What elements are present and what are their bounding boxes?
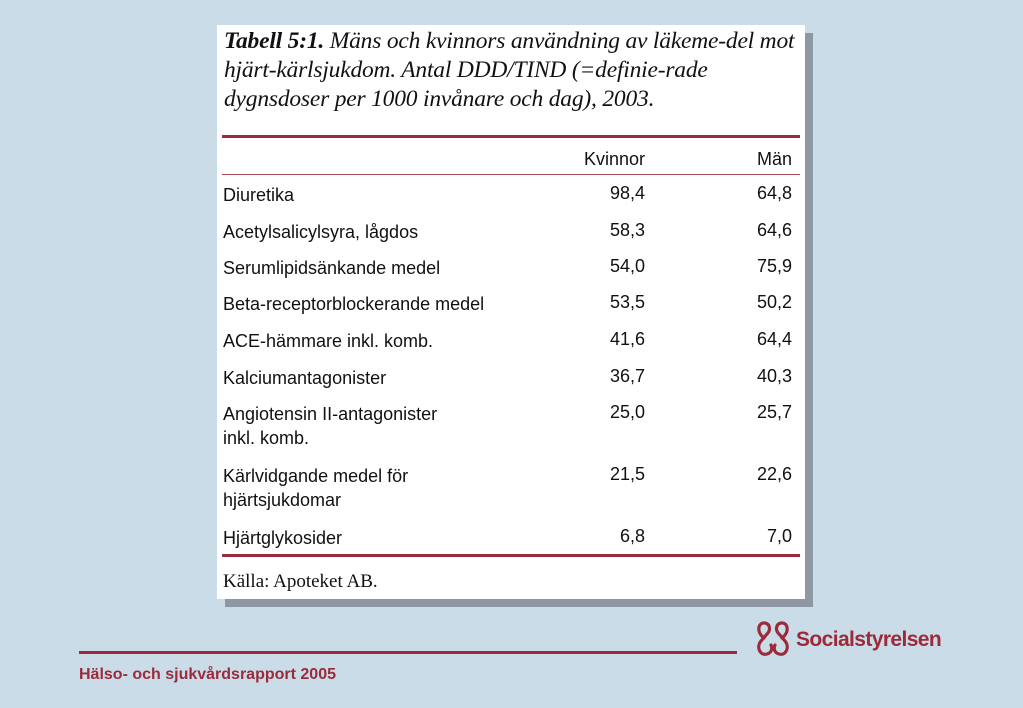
row-label: Angiotensin II-antagonister [223,404,438,424]
row-women-value: 54,0 [609,256,645,276]
row-men-value: 7,0 [766,526,792,546]
row-women-value: 58,3 [609,220,645,240]
row-women-value: 41,6 [609,329,645,349]
table-caption [224,27,804,114]
row-women-value: 21,5 [609,464,645,484]
top-rule [222,135,800,138]
caption-text: Mäns och kvinnors användning av läkeme-del mot hjärt-kärlsjukdom. Antal DDD/TIND (=definie-rade dygnsdoser per 1000 invånare och dag), 2003. [224,28,795,112]
table-card [217,25,805,599]
row-label: ACE-hämmare inkl. komb. [223,331,434,351]
row-women-value: 6,8 [619,526,645,546]
row-label-continued: inkl. komb. [223,428,310,448]
row-label: Hjärtglykosider [223,528,343,548]
row-label: Kalciumantagonister [223,368,387,388]
bottom-rule [222,554,800,557]
row-label: Diuretika [223,185,295,205]
logo-emblem-icon [752,618,796,660]
header-rule [222,174,800,175]
source-note: Källa: Apoteket AB. [223,571,378,592]
row-women-value: 98,4 [609,183,645,203]
row-label-continued: hjärtsjukdomar [223,490,342,510]
row-women-value: 36,7 [609,366,645,386]
row-men-value: 22,6 [756,464,792,484]
row-label: Serumlipidsänkande medel [223,258,441,278]
row-women-value: 25,0 [609,402,645,422]
row-men-value: 64,6 [756,220,792,240]
row-label: Kärlvidgande medel för [223,466,409,486]
row-men-value: 64,8 [756,183,792,203]
row-men-value: 25,7 [756,402,792,422]
footer-line [79,651,737,654]
row-men-value: 40,3 [756,366,792,386]
row-men-value: 50,2 [756,292,792,312]
header-men: Män [756,149,792,169]
row-label: Beta-receptorblockerande medel [223,294,485,314]
caption-lead: Tabell 5:1. [224,28,325,54]
header-women: Kvinnor [583,149,645,169]
row-women-value: 53,5 [609,292,645,312]
row-men-value: 64,4 [756,329,792,349]
report-title: Hälso- och sjukvårdsrapport 2005 [79,666,336,683]
row-men-value: 75,9 [756,256,792,276]
row-label: Acetylsalicylsyra, lågdos [223,222,419,242]
logo-text: Socialstyrelsen [796,628,942,651]
socialstyrelsen-logo [752,618,947,660]
